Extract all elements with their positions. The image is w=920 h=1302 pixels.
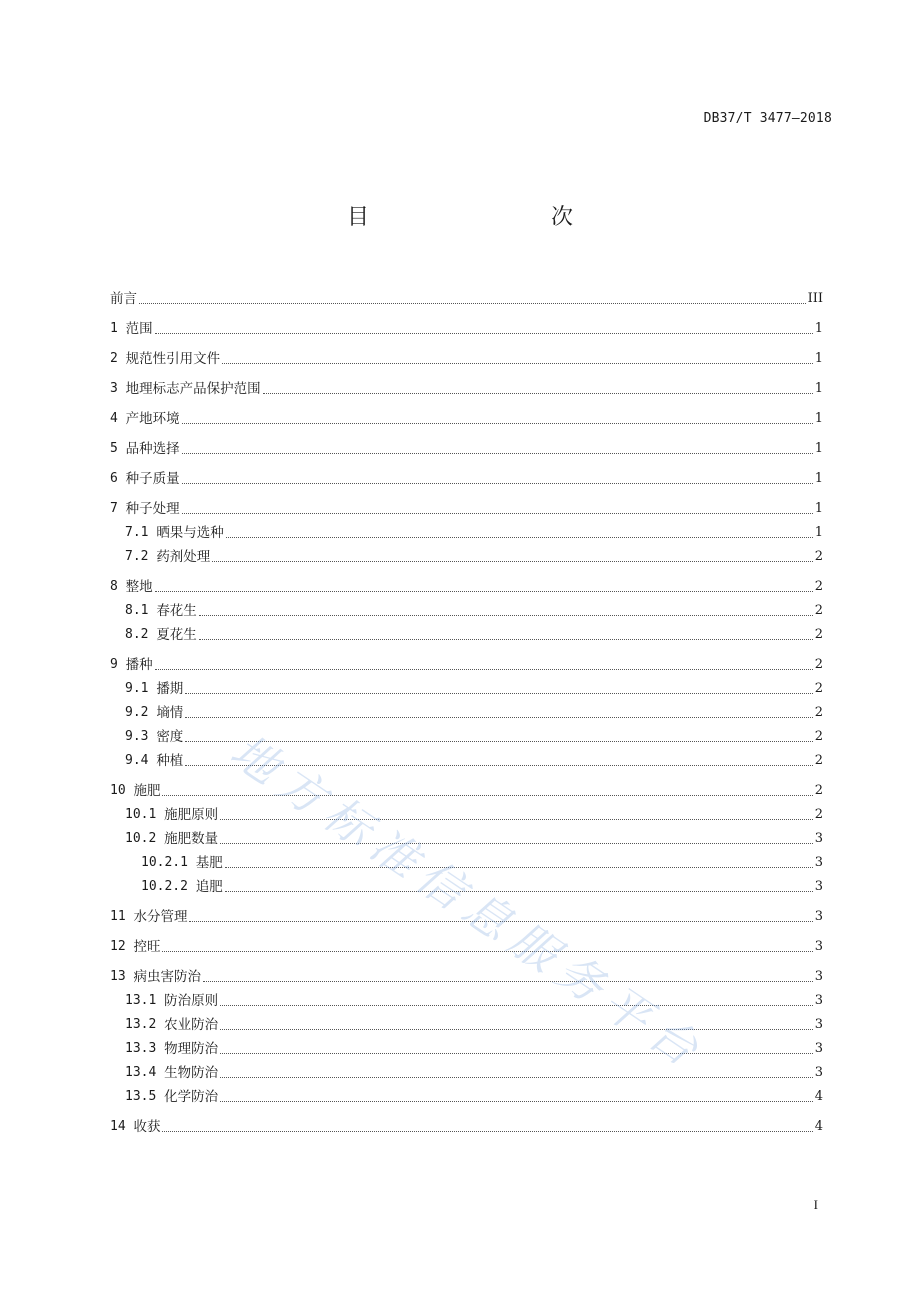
toc-entry-page: 3 [814,993,823,1008]
toc-entry-label: 播期 [156,681,184,697]
toc-entry-page: 4 [814,1089,823,1104]
toc-entry-number: 10.1 [125,807,165,822]
toc-entry-page: 2 [814,657,823,672]
toc-entry-page: 1 [814,501,823,516]
toc-entry-label: 整地 [125,579,153,595]
toc-entry[interactable] [110,1106,823,1136]
toc-entry[interactable] [110,644,823,674]
toc-leader-dots [220,1053,813,1054]
toc-entry-label: 播种 [125,657,153,673]
toc-entry-number: 9.2 [125,705,157,720]
toc-entry[interactable] [110,458,823,488]
toc-entry-page: 3 [814,909,823,924]
toc-entry[interactable] [110,596,823,620]
toc-entry-number: 9 [110,657,126,672]
toc-leader-dots [185,693,812,694]
toc-entry-page: 3 [814,969,823,984]
toc-leader-dots [220,1101,813,1102]
toc-entry-label: 收获 [133,1119,161,1135]
toc-entry-number: 7.2 [125,549,157,564]
toc-entry[interactable] [110,620,823,644]
toc-leader-dots [263,393,813,394]
toc-leader-dots [189,921,812,922]
toc-leader-dots [225,867,813,868]
toc-entry-page: 2 [814,627,823,642]
toc-leader-dots [226,537,813,538]
toc-entry-label: 施肥数量 [164,831,219,847]
toc-entry-label: 范围 [125,321,153,337]
toc-entry-number: 13.5 [125,1089,165,1104]
toc-entry[interactable] [110,824,823,848]
toc-entry-label: 基肥 [195,855,223,871]
toc-entry-page: 1 [814,321,823,336]
toc-entry-page: 2 [814,753,823,768]
toc-leader-dots [185,765,812,766]
toc-leader-dots [182,513,813,514]
toc-entry-page: 1 [814,441,823,456]
toc-entry-label: 化学防治 [164,1089,219,1105]
toc-entry-label: 墒情 [156,705,184,721]
toc-entry-label: 种子质量 [125,471,180,487]
toc-entry-page: 3 [814,939,823,954]
toc-entry-label: 病虫害防治 [133,969,201,985]
toc-entry[interactable] [110,926,823,956]
toc-entry[interactable] [110,848,823,872]
toc-entry[interactable] [110,986,823,1010]
toc-entry-label: 晒果与选种 [156,525,224,541]
toc-entry-label: 夏花生 [156,627,197,643]
toc-entry-page: 2 [814,705,823,720]
toc-entry-number: 10.2 [125,831,165,846]
toc-leader-dots [222,363,813,364]
toc-entry-label: 追肥 [195,879,223,895]
toc-entry-number: 10 [110,783,134,798]
toc-leader-dots [182,483,813,484]
toc-leader-dots [199,639,813,640]
document-code: DB37/T 3477—2018 [703,111,832,126]
toc-leader-dots [162,795,812,796]
toc-entry[interactable] [110,1058,823,1082]
toc-entry-label: 种植 [156,753,184,769]
toc-entry-page: 4 [814,1119,823,1134]
toc-entry[interactable] [110,722,823,746]
toc-entry-label: 种子处理 [125,501,180,517]
toc-leader-dots [155,591,813,592]
toc-entry-label: 药剂处理 [156,549,211,565]
toc-entry-number: 10.2.1 [141,855,196,870]
toc-entry-page: 2 [814,729,823,744]
toc-entry-label: 控旺 [133,939,161,955]
toc-entry-number: 13.2 [125,1017,165,1032]
toc-entry-number: 9.4 [125,753,157,768]
toc-leader-dots [139,303,806,304]
toc-entry-page: 1 [814,471,823,486]
toc-entry-page: 1 [814,381,823,396]
toc-entry-page: 1 [814,411,823,426]
toc-entry[interactable] [110,770,823,800]
toc-entry-number: 13 [110,969,134,984]
toc-leader-dots [203,981,813,982]
toc-entry-page: 3 [814,1065,823,1080]
toc-entry[interactable] [110,488,823,518]
toc-entry-label: 物理防治 [164,1041,219,1057]
toc-entry-number: 13.3 [125,1041,165,1056]
toc-entry-page: 2 [814,603,823,618]
toc-entry-page: 3 [814,831,823,846]
toc-entry-label: 防治原则 [164,993,219,1009]
toc-entry-page: 3 [814,1041,823,1056]
toc-entry-label: 水分管理 [133,909,188,925]
toc-entry[interactable] [110,1034,823,1058]
toc-leader-dots [220,1077,813,1078]
toc-entry-number: 9.1 [125,681,157,696]
toc-entry[interactable] [110,698,823,722]
toc-entry-number: 14 [110,1119,134,1134]
toc-entry-number: 13.1 [125,993,165,1008]
toc-entry-label: 地理标志产品保护范围 [125,381,261,397]
toc-entry-page: 3 [814,855,823,870]
toc-entry-number: 4 [110,411,126,426]
toc-entry-number: 8.1 [125,603,157,618]
toc-entry-page: 3 [814,879,823,894]
toc-entry-label: 产地环境 [125,411,180,427]
toc-leader-dots [155,669,813,670]
page-title: 目 次 [346,205,619,230]
toc-entry[interactable] [110,368,823,398]
toc-leader-dots [220,1005,813,1006]
toc-entry-number: 8 [110,579,126,594]
toc-entry-number: 11 [110,909,134,924]
toc-entry[interactable] [110,338,823,368]
toc-entry[interactable] [110,308,823,338]
toc-entry-label: 生物防治 [164,1065,219,1081]
toc-entry[interactable] [110,278,823,308]
table-of-contents [110,278,823,1136]
toc-entry-label: 施肥 [133,783,161,799]
toc-entry-number: 5 [110,441,126,456]
toc-leader-dots [220,843,813,844]
toc-entry[interactable] [110,674,823,698]
toc-entry-number: 7 [110,501,126,516]
toc-entry[interactable] [110,896,823,926]
toc-entry-label: 前言 [110,291,137,307]
toc-entry-number: 2 [110,351,126,366]
toc-entry-label: 密度 [156,729,184,745]
toc-entry-number: 1 [110,321,126,336]
toc-entry[interactable] [110,566,823,596]
toc-leader-dots [220,819,813,820]
toc-entry-label: 施肥原则 [164,807,219,823]
toc-leader-dots [162,1131,812,1132]
toc-entry[interactable] [110,542,823,566]
toc-leader-dots [185,741,812,742]
toc-entry-number: 6 [110,471,126,486]
toc-entry-label: 农业防治 [164,1017,219,1033]
toc-entry-number: 9.3 [125,729,157,744]
toc-entry-label: 规范性引用文件 [125,351,221,367]
toc-entry[interactable] [110,1010,823,1034]
toc-entry[interactable] [110,428,823,458]
toc-leader-dots [212,561,812,562]
toc-leader-dots [220,1029,813,1030]
toc-entry-number: 8.2 [125,627,157,642]
toc-entry[interactable] [110,956,823,986]
toc-entry-page: 2 [814,807,823,822]
toc-entry-page: 1 [814,351,823,366]
toc-entry-page: 3 [814,1017,823,1032]
page-number: I [813,1197,818,1212]
toc-leader-dots [225,891,813,892]
toc-entry-number: 12 [110,939,134,954]
toc-entry-number: 7.1 [125,525,157,540]
toc-entry[interactable] [110,872,823,896]
toc-entry-label: 春花生 [156,603,197,619]
toc-entry-page: 1 [814,525,823,540]
toc-leader-dots [155,333,813,334]
toc-leader-dots [199,615,813,616]
toc-entry-label: 品种选择 [125,441,180,457]
toc-entry[interactable] [110,1082,823,1106]
toc-leader-dots [185,717,812,718]
toc-entry-number: 3 [110,381,126,396]
toc-leader-dots [162,951,812,952]
toc-entry-page: 2 [814,681,823,696]
toc-entry-number: 13.4 [125,1065,165,1080]
toc-leader-dots [182,453,813,454]
toc-entry-number: 10.2.2 [141,879,196,894]
toc-entry[interactable] [110,518,823,542]
toc-entry[interactable] [110,800,823,824]
watermark: 地方标准信息服务平台 [221,723,716,1082]
toc-entry-page: 2 [814,549,823,564]
toc-entry[interactable] [110,746,823,770]
toc-entry-page: 2 [814,579,823,594]
toc-entry-page: III [807,291,823,306]
toc-entry-page: 2 [814,783,823,798]
toc-leader-dots [182,423,813,424]
toc-entry[interactable] [110,398,823,428]
